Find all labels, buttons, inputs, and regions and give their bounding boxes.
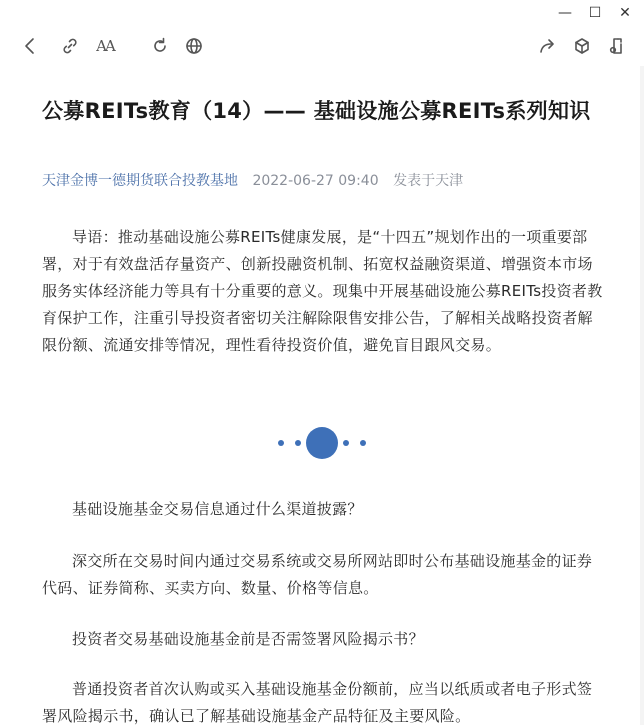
text-size-icon[interactable] — [92, 34, 118, 58]
divider-dot-large — [306, 427, 338, 459]
section-divider-dots — [276, 425, 370, 461]
text-size-label: AA — [96, 37, 114, 55]
answer-1: 深交所在交易时间内通过交易系统或交易所网站即时公布基础设施基金的证券代码、证券简称、买卖方向、数量、价格等信息。 — [42, 552, 593, 597]
article-intro-paragraph: 导语：推动基础设施公募REITs健康发展，是“十四五”规划作出的一项重要部署，对于有效盘活存量资产、创新投融资机制、拓宽权益融资渠道、增强资本市场服务实体经济能力等具有十分重要的意义。现集中开展基础设施公募REITs投资者教育保护工作，注重引导投资者密切关注解除限售安排公告，了解相关战略投资者解限份额、流通安排等情况，理性看待投资价值，避免盲目跟风交易。 — [42, 228, 603, 354]
article-source-link[interactable]: 天津金博一德期货联合投教基地 — [42, 173, 238, 189]
divider-dot — [295, 440, 301, 446]
article-content[interactable] — [0, 66, 644, 725]
link-icon[interactable] — [58, 34, 82, 58]
open-external-icon[interactable] — [604, 34, 628, 58]
question-2: 投资者交易基础设施基金前是否需签署风险揭示书？ — [72, 630, 424, 648]
divider-dot — [360, 440, 366, 446]
divider-dot — [343, 440, 349, 446]
article-location: 发表于天津 — [393, 173, 464, 189]
close-button[interactable]: ✕ — [619, 5, 631, 21]
back-icon[interactable] — [18, 34, 42, 58]
divider-dot — [278, 440, 284, 446]
toolbar — [0, 26, 644, 66]
answer-2: 普通投资者首次认购或买入基础设施基金份额前，应当以纸质或者电子形式签署风险揭示书，确认已了解基础设施基金产品特征及主要风险。 — [42, 680, 593, 725]
scrollbar[interactable] — [640, 66, 644, 725]
question-1: 基础设施基金交易信息通过什么渠道披露？ — [72, 500, 363, 518]
article-title: 公募REITs教育（14）—— 基础设施公募REITs系列知识 — [42, 99, 591, 123]
maximize-button[interactable]: ☐ — [588, 5, 602, 21]
article-datetime: 2022-06-27 09:40 — [252, 173, 379, 189]
cube-icon[interactable] — [570, 34, 594, 58]
globe-icon[interactable] — [182, 34, 206, 58]
article-meta — [42, 170, 473, 190]
window-titlebar — [0, 0, 644, 26]
refresh-icon[interactable] — [148, 34, 172, 58]
share-icon[interactable] — [536, 34, 560, 58]
minimize-button[interactable]: — — [558, 5, 572, 21]
